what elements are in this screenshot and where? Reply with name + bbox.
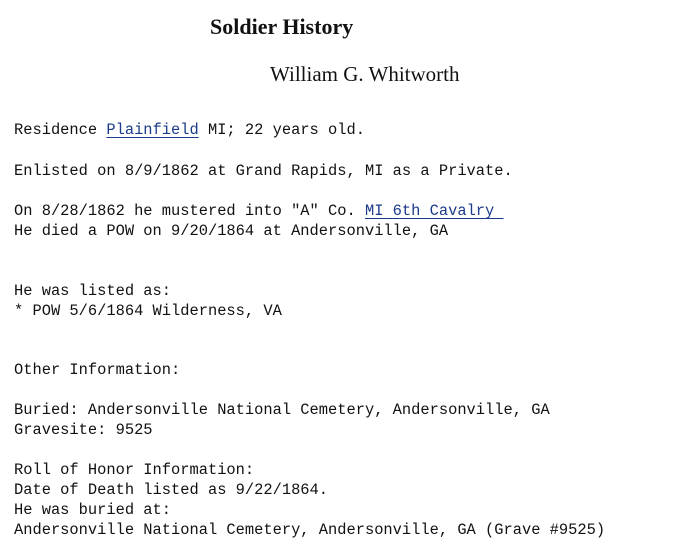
residence-prefix: Residence <box>14 121 107 139</box>
mustered-prefix: On 8/28/1862 he mustered into "A" Co. <box>14 202 365 220</box>
listed-as-item: * POW 5/6/1864 Wilderness, VA <box>14 302 282 320</box>
buried-at-line: Andersonville National Cemetery, Andersonville, GA (Grave #9525) <box>14 521 606 539</box>
soldier-name: William G. Whitworth <box>270 62 460 86</box>
death-date-line: Date of Death listed as 9/22/1864. <box>14 481 329 499</box>
mustered-line <box>14 201 504 221</box>
buried-at-label: He was buried at: <box>14 501 172 519</box>
page-title: Soldier History <box>210 14 354 39</box>
buried-line: Buried: Andersonville National Cemetery, Andersonville, GA <box>14 401 550 419</box>
listed-as-heading: He was listed as: <box>14 282 172 300</box>
regiment-link[interactable]: MI 6th Cavalry <box>364 202 504 220</box>
gravesite-line: Gravesite: 9525 <box>14 421 153 439</box>
roll-of-honor-heading: Roll of Honor Information: <box>14 461 255 479</box>
died-line: He died a POW on 9/20/1864 at Andersonville, GA <box>14 222 449 240</box>
residence-link[interactable]: Plainfield <box>106 121 199 139</box>
other-info-heading: Other Information: <box>14 361 181 379</box>
enlisted-line: Enlisted on 8/9/1862 at Grand Rapids, MI as a Private. <box>14 162 513 180</box>
residence-line <box>14 120 365 140</box>
residence-suffix: MI; 22 years old. <box>198 121 365 139</box>
